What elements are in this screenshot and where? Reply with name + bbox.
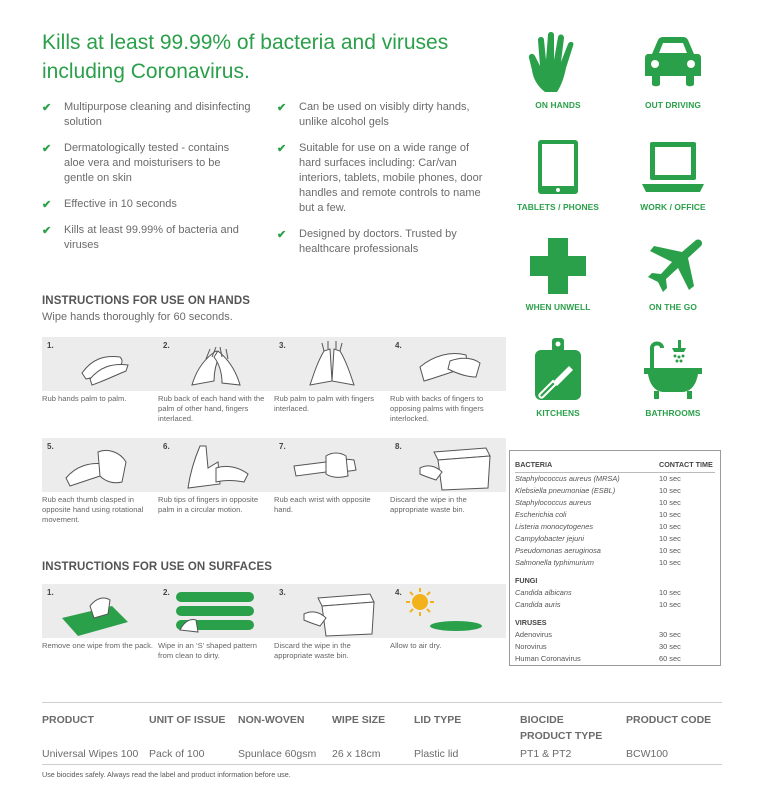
bacteria-header: BACTERIA (515, 460, 553, 469)
feature-item: ✔ Can be used on visibly dirty hands, unlike alcohol gels (277, 101, 470, 128)
step-illustration: 2. (158, 337, 274, 391)
step-illustration: 4. (390, 584, 506, 638)
check-icon: ✔ (42, 199, 52, 211)
usage-tablets-phones: TABLETS / PHONES (502, 138, 614, 212)
feature-item: ✔ Multipurpose cleaning and disinfecting solution (42, 101, 251, 128)
unit-header: UNIT OF ISSUE (149, 714, 226, 726)
table-row: Norovirus 30 sec (515, 642, 681, 651)
feature-item: ✔ Kills at least 99.99% of bacteria and viruses (42, 224, 239, 251)
table-row: Listeria monocytogenes 10 sec (515, 522, 681, 531)
headline: Kills at least 99.99% of bacteria and viruses including Coronavirus. (42, 31, 449, 83)
waste-bin-icon (274, 584, 390, 638)
biocide-value: PT1 & PT2 (520, 748, 572, 760)
usage-out-driving: OUT DRIVING (617, 30, 729, 110)
surface-step-2: 2. Wipe in an ‘S’ shaped pattern from clean to dirty. (158, 584, 274, 661)
surface-step-4: 4. Allow to air dry. (390, 584, 506, 651)
contact-time-header: CONTACT TIME (659, 460, 713, 469)
surfaces-section-title: INSTRUCTIONS FOR USE ON SURFACES (42, 561, 273, 573)
tablet-icon (523, 138, 593, 196)
usage-kitchens: KITCHENS (502, 336, 614, 418)
non-woven-header: NON-WOVEN (238, 714, 305, 726)
hands-rubbing-icon (42, 337, 158, 391)
table-row: Staphylococcus aureus 10 sec (515, 498, 681, 507)
product-value: Universal Wipes 100 (42, 748, 139, 760)
table-row: Human Coronavirus 60 sec (515, 654, 681, 663)
check-icon: ✔ (277, 229, 287, 241)
table-row: Candida auris 10 sec (515, 600, 681, 609)
footnote: Use biocides safely. Always read the label and product information before use. (42, 770, 291, 779)
usage-work-office: WORK / OFFICE (617, 138, 729, 212)
check-icon: ✔ (277, 102, 287, 114)
hand-step-6: 6. Rub tips of fingers in opposite palm in a circular motion. (158, 438, 274, 515)
table-row: Candida albicans 10 sec (515, 588, 681, 597)
usage-when-unwell: WHEN UNWELL (502, 236, 614, 312)
surface-step-3: 3. Discard the wipe in the appropriate waste bin. (274, 584, 390, 661)
table-row: Escherichia coli 10 sec (515, 510, 681, 519)
thumb-clasp-icon (42, 438, 158, 492)
step-illustration: 4. (390, 337, 506, 391)
step-illustration: 5. (42, 438, 158, 492)
usage-on-hands: ON HANDS (502, 30, 614, 110)
product-table-bottom-divider (42, 764, 722, 765)
unit-value: Pack of 100 (149, 748, 205, 760)
hand-step-7: 7. Rub each wrist with opposite hand. (274, 438, 390, 515)
s-pattern-icon (158, 584, 274, 638)
product-table-top-divider (42, 702, 722, 703)
lid-type-value: Plastic lid (414, 748, 459, 760)
feature-item: ✔ Suitable for use on a wide range of hard surfaces including: Car/van interiors, tablets, mobile phones, door handles and remote controls to name but a few. (277, 142, 483, 214)
laptop-icon (638, 138, 708, 196)
table-row: Campylobacter jejuni 10 sec (515, 534, 681, 543)
viruses-header: VIRUSES (515, 618, 547, 627)
hand-step-3: 3. Rub palm to palm with fingers interlaced. (274, 337, 390, 414)
usage-bathrooms: BATHROOMS (617, 336, 729, 418)
fungi-header: FUNGI (515, 576, 538, 585)
non-woven-value: Spunlace 60gsm (238, 748, 317, 760)
table-row: Salmonella typhimurium 10 sec (515, 558, 681, 567)
table-row: Staphylococcus aureus (MRSA) 10 sec (515, 474, 681, 483)
fingertips-palm-icon (158, 438, 274, 492)
step-illustration: 1. (42, 337, 158, 391)
table-row: Adenovirus 30 sec (515, 630, 681, 639)
step-illustration: 7. (274, 438, 390, 492)
check-icon: ✔ (277, 143, 287, 155)
step-illustration: 3. (274, 337, 390, 391)
chopping-board-icon (523, 336, 593, 402)
hands-back-rub-icon (158, 337, 274, 391)
hands-section-title: INSTRUCTIONS FOR USE ON HANDS (42, 295, 250, 307)
wipe-pack-icon (42, 584, 158, 638)
feature-item: ✔ Dermatologically tested - contains aloe vera and moisturisers to be gentle on skin (42, 142, 230, 184)
airplane-icon (638, 236, 708, 296)
hand-step-8: 8. Discard the wipe in the appropriate waste bin. (390, 438, 506, 515)
sun-dry-icon (390, 584, 506, 638)
usage-on-the-go: ON THE GO (617, 236, 729, 312)
car-icon (638, 30, 708, 94)
step-illustration: 3. (274, 584, 390, 638)
contact-time-table (509, 450, 721, 666)
fingers-interlaced-icon (274, 337, 390, 391)
table-row: Klebsiella pneumoniae (ESBL) 10 sec (515, 486, 681, 495)
surface-step-1: 1. Remove one wipe from the pack. (42, 584, 158, 651)
hand-step-5: 5. Rub each thumb clasped in opposite hand using rotational movement. (42, 438, 158, 526)
table-row: Pseudomonas aeruginosa 10 sec (515, 546, 681, 555)
check-icon: ✔ (42, 225, 52, 237)
wipe-size-header: WIPE SIZE (332, 714, 386, 726)
feature-item: ✔ Effective in 10 seconds (42, 198, 177, 211)
waste-bin-icon (390, 438, 506, 492)
step-illustration: 8. (390, 438, 506, 492)
hand-icon (523, 30, 593, 94)
fingers-interlocked-icon (390, 337, 506, 391)
biocide-header: BIOCIDE PRODUCT TYPE (520, 714, 603, 742)
medical-cross-icon (523, 236, 593, 296)
wrist-rub-icon (274, 438, 390, 492)
check-icon: ✔ (42, 143, 52, 155)
feature-list-left (42, 100, 252, 264)
feature-list-right (277, 100, 493, 268)
hand-step-1: 1. Rub hands palm to palm. (42, 337, 158, 404)
hand-step-2: 2. Rub back of each hand with the palm of other hand, fingers interlaced. (158, 337, 274, 425)
header-divider (515, 472, 715, 473)
wipe-size-value: 26 x 18cm (332, 748, 381, 760)
check-icon: ✔ (42, 102, 52, 114)
step-illustration: 1. (42, 584, 158, 638)
feature-item: ✔ Designed by doctors. Trusted by healthcare professionals (277, 228, 457, 255)
step-illustration: 2. (158, 584, 274, 638)
lid-type-header: LID TYPE (414, 714, 462, 726)
hands-section-subtitle: Wipe hands thoroughly for 60 seconds. (42, 311, 233, 323)
bathtub-icon (638, 336, 708, 402)
step-illustration: 6. (158, 438, 274, 492)
product-code-header: PRODUCT CODE (626, 714, 712, 726)
product-code-value: BCW100 (626, 748, 669, 760)
product-header: PRODUCT (42, 714, 94, 726)
hand-step-4: 4. Rub with backs of fingers to opposing palms with fingers interlocked. (390, 337, 506, 425)
